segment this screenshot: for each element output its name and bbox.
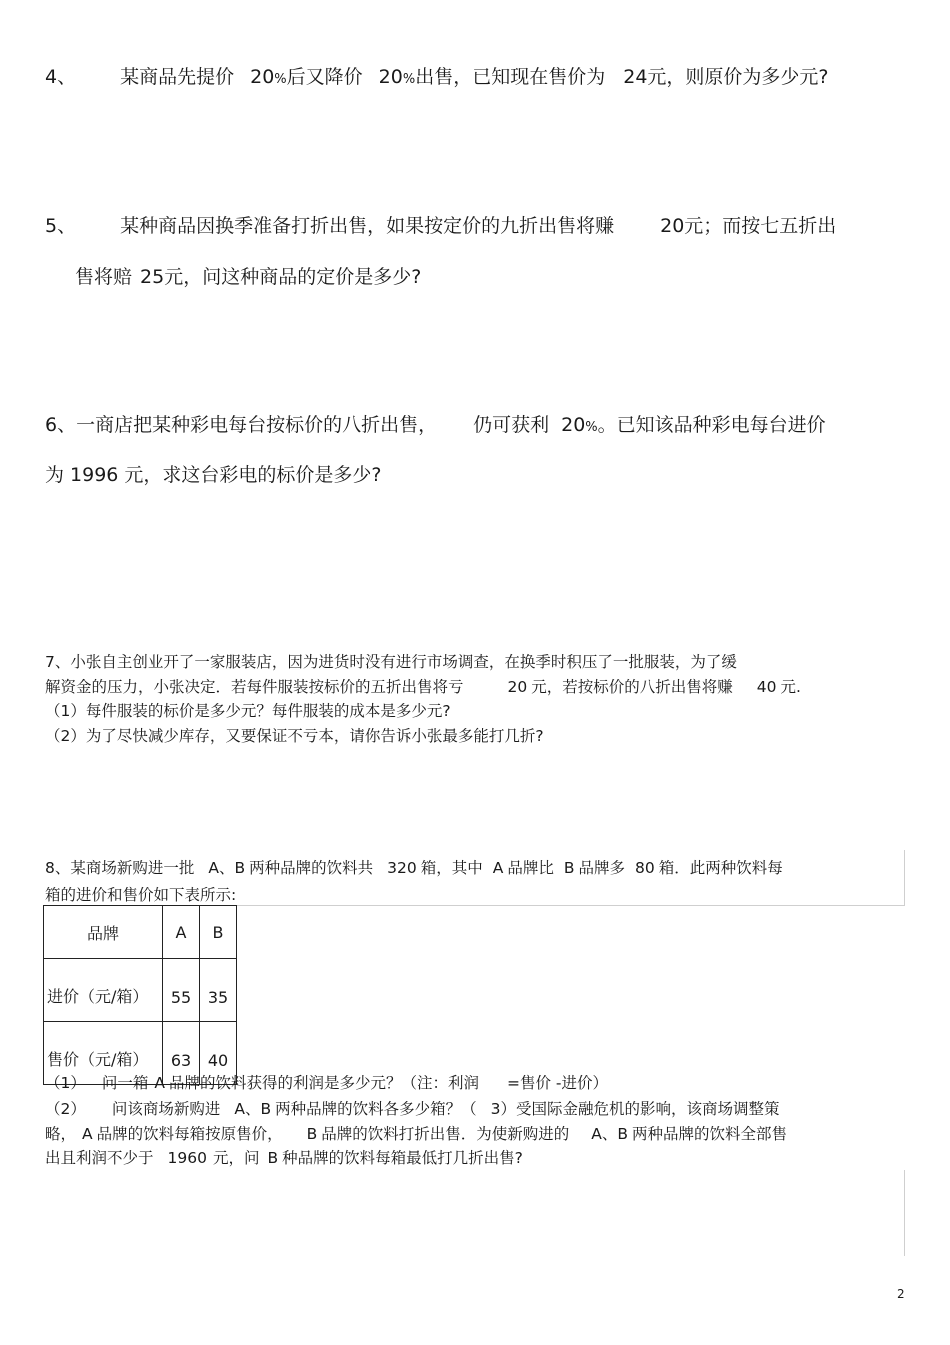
brand-names: A、B	[591, 1125, 629, 1143]
table-row-label-price: 售价（元/箱）	[44, 1022, 163, 1085]
question-8-part-1	[45, 1071, 608, 1093]
question-text: 元，求这台彩电的标价是多少?	[124, 464, 382, 486]
divider-line	[904, 1170, 905, 1256]
question-text: 品牌的饮料获得的利润是多少元？（注：利润	[169, 1074, 480, 1092]
question-text: 出且利润不少于	[45, 1149, 154, 1167]
question-5-line-2	[75, 262, 421, 289]
question-text: 元.	[780, 678, 801, 696]
question-text: 箱，其中	[420, 859, 483, 877]
percent-value: 20	[561, 414, 586, 436]
price-value: 25	[140, 266, 165, 288]
question-text: 品牌的饮料打折出售．为使新购进的	[321, 1125, 570, 1143]
price-value: 20	[660, 215, 685, 237]
question-text: 元；而按七五折出	[684, 215, 837, 237]
question-7-part-2: （2）为了尽快减少库存，又要保证不亏本，请你告诉小张最多能打几折?	[45, 727, 544, 745]
table-header-a: A	[163, 906, 200, 959]
question-8-line-1	[45, 856, 783, 878]
table-cell: 35	[200, 959, 237, 1022]
price-value: 40	[756, 678, 777, 696]
percent-sign: %	[274, 72, 287, 87]
brand-a: A	[492, 859, 504, 877]
question-text: 仍可获利	[473, 414, 550, 436]
question-text: （2）	[45, 1100, 86, 1118]
difference-boxes: 80	[635, 859, 655, 877]
question-text: 某种商品因换季准备打折出售，如果按定价的九折出售将赚	[120, 215, 615, 237]
question-8-part-2-line-2	[45, 1122, 787, 1144]
question-number: 4、	[45, 66, 77, 88]
question-text: 后又降价	[286, 66, 363, 88]
question-text: 元，问	[212, 1149, 260, 1167]
question-text: 元，若按标价的八折出售将赚	[531, 678, 733, 696]
question-8-line-2: 箱的进价和售价如下表所示:	[45, 886, 237, 904]
brand-b: B	[267, 1149, 279, 1167]
question-text: =售价 -进价）	[507, 1074, 609, 1092]
question-8-part-2-line-3	[45, 1146, 523, 1168]
question-text: 元，则原价为多少元?	[647, 66, 829, 88]
question-6	[45, 410, 826, 437]
question-7-part-1: （1）每件服装的标价是多少元？每件服装的成本是多少元?	[45, 702, 451, 720]
question-text: 。已知该品种彩电每台进价	[597, 414, 826, 436]
total-boxes: 320	[387, 859, 417, 877]
brand-b: B	[563, 859, 575, 877]
price-value: 1996	[70, 464, 119, 486]
price-value: 24	[623, 66, 648, 88]
price-table	[43, 905, 237, 1085]
question-text: 问一箱	[101, 1074, 149, 1092]
question-text: 某商品先提价	[120, 66, 235, 88]
question-text: 8、某商场新购进一批	[45, 859, 195, 877]
table-row	[44, 959, 237, 1022]
profit-value: 1960	[167, 1149, 207, 1167]
brand-names: A、B	[208, 859, 246, 877]
question-text: 箱．此两种饮料每	[658, 859, 783, 877]
question-text: 问该商场新购进	[111, 1100, 221, 1118]
brand-b: B	[306, 1125, 318, 1143]
question-8-part-2	[45, 1097, 780, 1119]
question-7-line-1: 7、小张自主创业开了一家服装店，因为进货时没有进行市场调查，在换季时积压了一批服装，为了缓	[45, 653, 737, 671]
question-text: （1）	[45, 1074, 86, 1092]
brand-names: A、B	[234, 1100, 272, 1118]
table-cell: 63	[163, 1022, 200, 1085]
percent-value: 20	[250, 66, 275, 88]
table-header-brand: 品牌	[44, 906, 163, 959]
question-4	[45, 62, 829, 89]
price-value: 20	[507, 678, 528, 696]
question-text: 品牌多	[578, 859, 626, 877]
table-cell: 55	[163, 959, 200, 1022]
question-text: 两种品牌的饮料全部售	[632, 1125, 788, 1143]
divider-line	[904, 850, 905, 905]
table-cell: 40	[200, 1022, 237, 1085]
percent-sign: %	[402, 72, 416, 87]
question-text: 出售，已知现在售价为	[415, 66, 606, 88]
question-text: 为	[45, 464, 65, 486]
question-text: 6、一商店把某种彩电每台按标价的八折出售，	[45, 414, 438, 436]
table-row-label-cost: 进价（元/箱）	[44, 959, 163, 1022]
question-text: 3）受国际金融危机的影响，该商场调整策	[490, 1100, 780, 1118]
question-text: 元，问这种商品的定价是多少?	[164, 266, 422, 288]
question-text: 略，	[45, 1125, 77, 1143]
question-text: 解资金的压力，小张决定．若每件服装按标价的五折出售将亏	[45, 678, 464, 696]
question-text: 售将赔	[75, 266, 133, 288]
percent-sign: %	[585, 420, 598, 435]
question-text: 种品牌的饮料每箱最低打几折出售?	[282, 1149, 523, 1167]
question-text: 品牌比	[507, 859, 554, 877]
question-6-line-2	[45, 460, 381, 487]
question-text: 两种品牌的饮料共	[249, 859, 374, 877]
question-5	[45, 211, 836, 238]
question-text: 两种品牌的饮料各多少箱？（	[275, 1100, 477, 1118]
question-7-line-2	[45, 675, 801, 697]
page-number: 2	[897, 1287, 905, 1301]
brand-a: A	[82, 1125, 93, 1143]
question-text: 品牌的饮料每箱按原售价，	[96, 1125, 283, 1143]
table-row	[44, 906, 237, 959]
brand-a: A	[154, 1074, 165, 1092]
percent-value: 20	[378, 66, 403, 88]
question-number: 5、	[45, 215, 77, 237]
table-header-b: B	[200, 906, 237, 959]
